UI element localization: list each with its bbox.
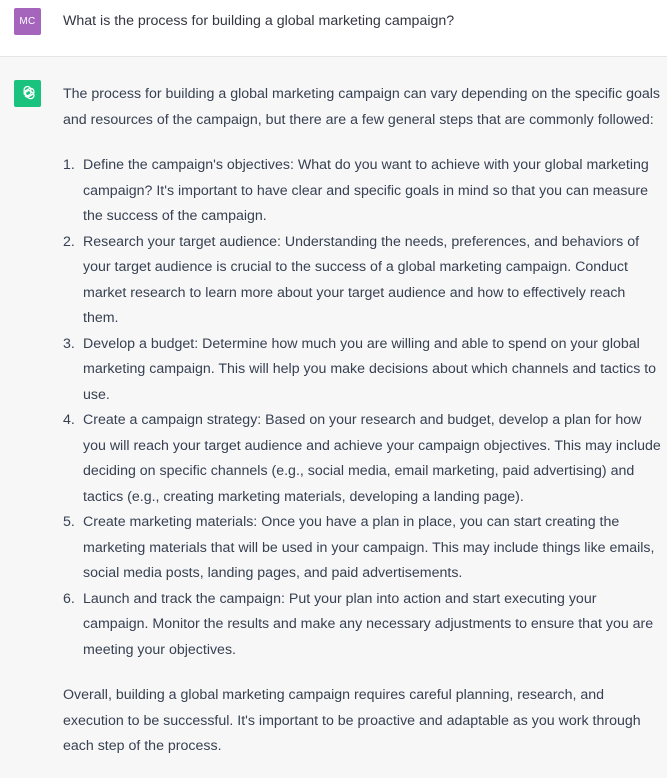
list-item-number: 3. (63, 335, 75, 352)
list-item-text: Launch and track the campaign: Put your plan into action and start executing your campaign. Monitor the results and make any necessary adjustments to ensure that you are meeting your objectives. (83, 590, 654, 658)
list-item-number: 1. (63, 157, 75, 173)
list-item (63, 332, 661, 409)
user-message-row (0, 0, 667, 57)
steps-list (63, 153, 661, 663)
list-item-text: Define the campaign's objectives: What do you want to achieve with your global marketing campaign? It's important to have clear and specific goals in mind so that you can measure the success of the campaign. (83, 157, 649, 224)
list-item-text: Create marketing materials: Once you have a plan in place, you can start creating the marketing materials that will be used in your campaign. This may include things like emails, social media posts, landing pages, and paid advertisements. (83, 514, 655, 581)
list-item (63, 408, 661, 510)
assistant-message-row (0, 57, 667, 778)
response-intro: The process for building a global marketing campaign can vary depending on the specific goals and resources of the campaign, but there are a few general steps that are commonly followed: (63, 86, 661, 128)
list-item (63, 587, 661, 664)
list-item (63, 230, 661, 332)
assistant-response (63, 82, 661, 760)
list-item-text: Develop a budget: Determine how much you are willing and able to spend on your global marketing campaign. This will help you make decisions about which channels and tactics to use. (83, 335, 657, 403)
openai-logo-icon (14, 80, 41, 107)
user-avatar: MC (14, 8, 41, 35)
list-item-text: Create a campaign strategy: Based on your research and budget, develop a plan for how you will reach your target audience and achieve your campaign objectives. This may include deciding on specific channels (e.g., social media, email marketing, paid advertising) and tactics (e.g., creating marketing materials, developing a landing page). (83, 412, 661, 505)
user-question: What is the process for building a global marketing campaign? (63, 13, 455, 29)
list-item-number: 5. (63, 514, 75, 530)
list-item-number: 2. (63, 233, 75, 250)
list-item-number: 4. (63, 412, 75, 428)
list-item-text: Research your target audience: Understanding the needs, preferences, and behaviors of your target audience is crucial to the success of a global marketing campaign. Conduct market research to learn more about your target audience and how to effectively reach them. (83, 233, 640, 326)
list-item (63, 153, 661, 230)
response-conclusion: Overall, building a global marketing campaign requires careful planning, research, and execution to be successful. It's important to be proactive and adaptable as you work through each step of the process. (63, 687, 641, 754)
list-item-number: 6. (63, 590, 75, 607)
list-item (63, 510, 661, 587)
